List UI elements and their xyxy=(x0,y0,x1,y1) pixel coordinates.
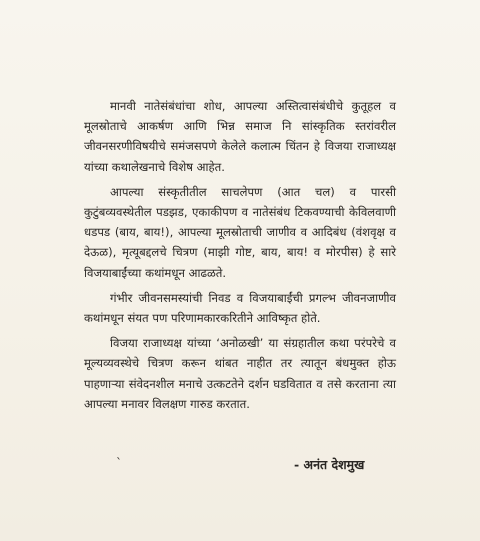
blurb-text xyxy=(84,96,396,419)
paragraph-4: विजया राजाध्यक्ष यांच्या ‘अनोळखी’ या संग्रहातील कथा परंपरेचे व मूल्यव्यवस्थेचे चित्रण करून थांबत नाहीत तर त्यातून बंधमुक्त होऊ पाहणाऱ्या संवेदनशील मनाचे उत्कटतेने दर्शन घडवितात व तसे करताना त्या आपल्या मनावर विलक्षण गारुड करतात. xyxy=(84,336,396,411)
stray-mark: ` xyxy=(116,456,122,470)
author-signature: - अनंत देशमुख xyxy=(294,457,365,472)
paragraph-2: आपल्या संस्कृतीतील साचलेपण (आत चल) व पारसी कुटुंबव्यवस्थेतील पडझड, एकाकीपण व नातेसंबंध टिकवण्याची केविलवाणी धडपड (बाय, बाय!), आपल्या मूलस्रोताची जाणीव व आदिबंध (वंशवृक्ष व देऊळ), मृत्यूबद्दलचे चित्रण (माझी गोष्ट, बाय, बाय! व मोरपीस) हे सारे विजयाबाईंच्या कथांमधून आढळते. xyxy=(84,184,396,280)
paragraph-3: गंभीर जीवनसमस्यांची निवड व विजयाबाईंची प्रगल्भ जीवनजाणीव कथांमधून संयत पण परिणामकारकरितीने आविष्कृत होते. xyxy=(84,290,396,326)
paragraph-1: मानवी नातेसंबंधांचा शोध, आपल्या अस्तित्वासंबंधीचे कुतूहल व मूलस्रोताचे आकर्षण आणि भिन्न समाज नि सांस्कृतिक स्तरांवरील जीवनसरणीविषयीचे समंजसपणे केलेले कलात्म चिंतन हे विजया राजाध्यक्ष यांच्या कथालेखनाचे विशेष आहेत. xyxy=(84,99,396,174)
